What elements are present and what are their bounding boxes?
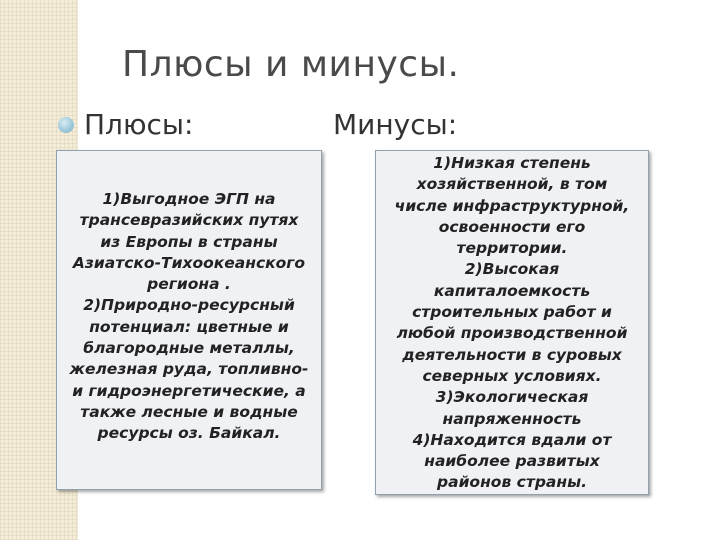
- pros-line: благородные металлы,: [83, 339, 295, 358]
- pros-line: потенциал: цветные и: [89, 317, 289, 336]
- cons-line: наиболее развитых: [424, 452, 600, 471]
- cons-line: территории.: [456, 239, 568, 258]
- pros-line: железная руда, топливно-: [69, 360, 309, 379]
- cons-line: 3)Экологическая: [435, 388, 589, 407]
- cons-line: капиталоемкость: [433, 281, 591, 300]
- pros-line: региона .: [147, 275, 231, 294]
- cons-line: деятельности в суровых: [402, 345, 622, 364]
- cons-heading: Минусы:: [333, 108, 458, 141]
- pros-box: [56, 150, 322, 490]
- cons-line: напряженность: [442, 409, 582, 428]
- cons-line: 4)Находится вдали от: [412, 430, 612, 449]
- cons-box: [375, 150, 649, 495]
- cons-line: любой производственной: [396, 324, 628, 343]
- pros-heading: Плюсы:: [84, 108, 194, 141]
- slide-title: Плюсы и минусы.: [122, 44, 460, 85]
- cons-line: 2)Высокая: [464, 260, 560, 279]
- cons-line: числе инфраструктурной,: [394, 196, 630, 215]
- pros-line: 1)Выгодное ЭГП на: [102, 190, 276, 208]
- cons-line: районов страны.: [437, 473, 587, 492]
- pros-line: Азиатско-Тихоокеанского: [72, 253, 306, 272]
- pros-heading-row: [58, 108, 193, 141]
- cons-line: строительных работ и: [412, 303, 612, 322]
- cons-line: освоенности его: [438, 217, 586, 236]
- pros-line: из Европы в страны: [100, 232, 278, 251]
- cons-line: северных условиях.: [422, 366, 602, 385]
- pros-line: 2)Природно-ресурсный: [83, 296, 295, 315]
- pros-line: трансевразийских путях: [79, 211, 299, 230]
- round-bullet-icon: [58, 117, 74, 133]
- cons-line: хозяйственной, в том: [416, 175, 608, 194]
- pros-line: ресурсы оз. Байкал.: [97, 424, 281, 443]
- pros-line: и гидроэнергетические, а: [72, 381, 306, 400]
- pros-line: также лесные и водные: [80, 402, 298, 421]
- cons-line: 1)Низкая степень: [433, 154, 591, 172]
